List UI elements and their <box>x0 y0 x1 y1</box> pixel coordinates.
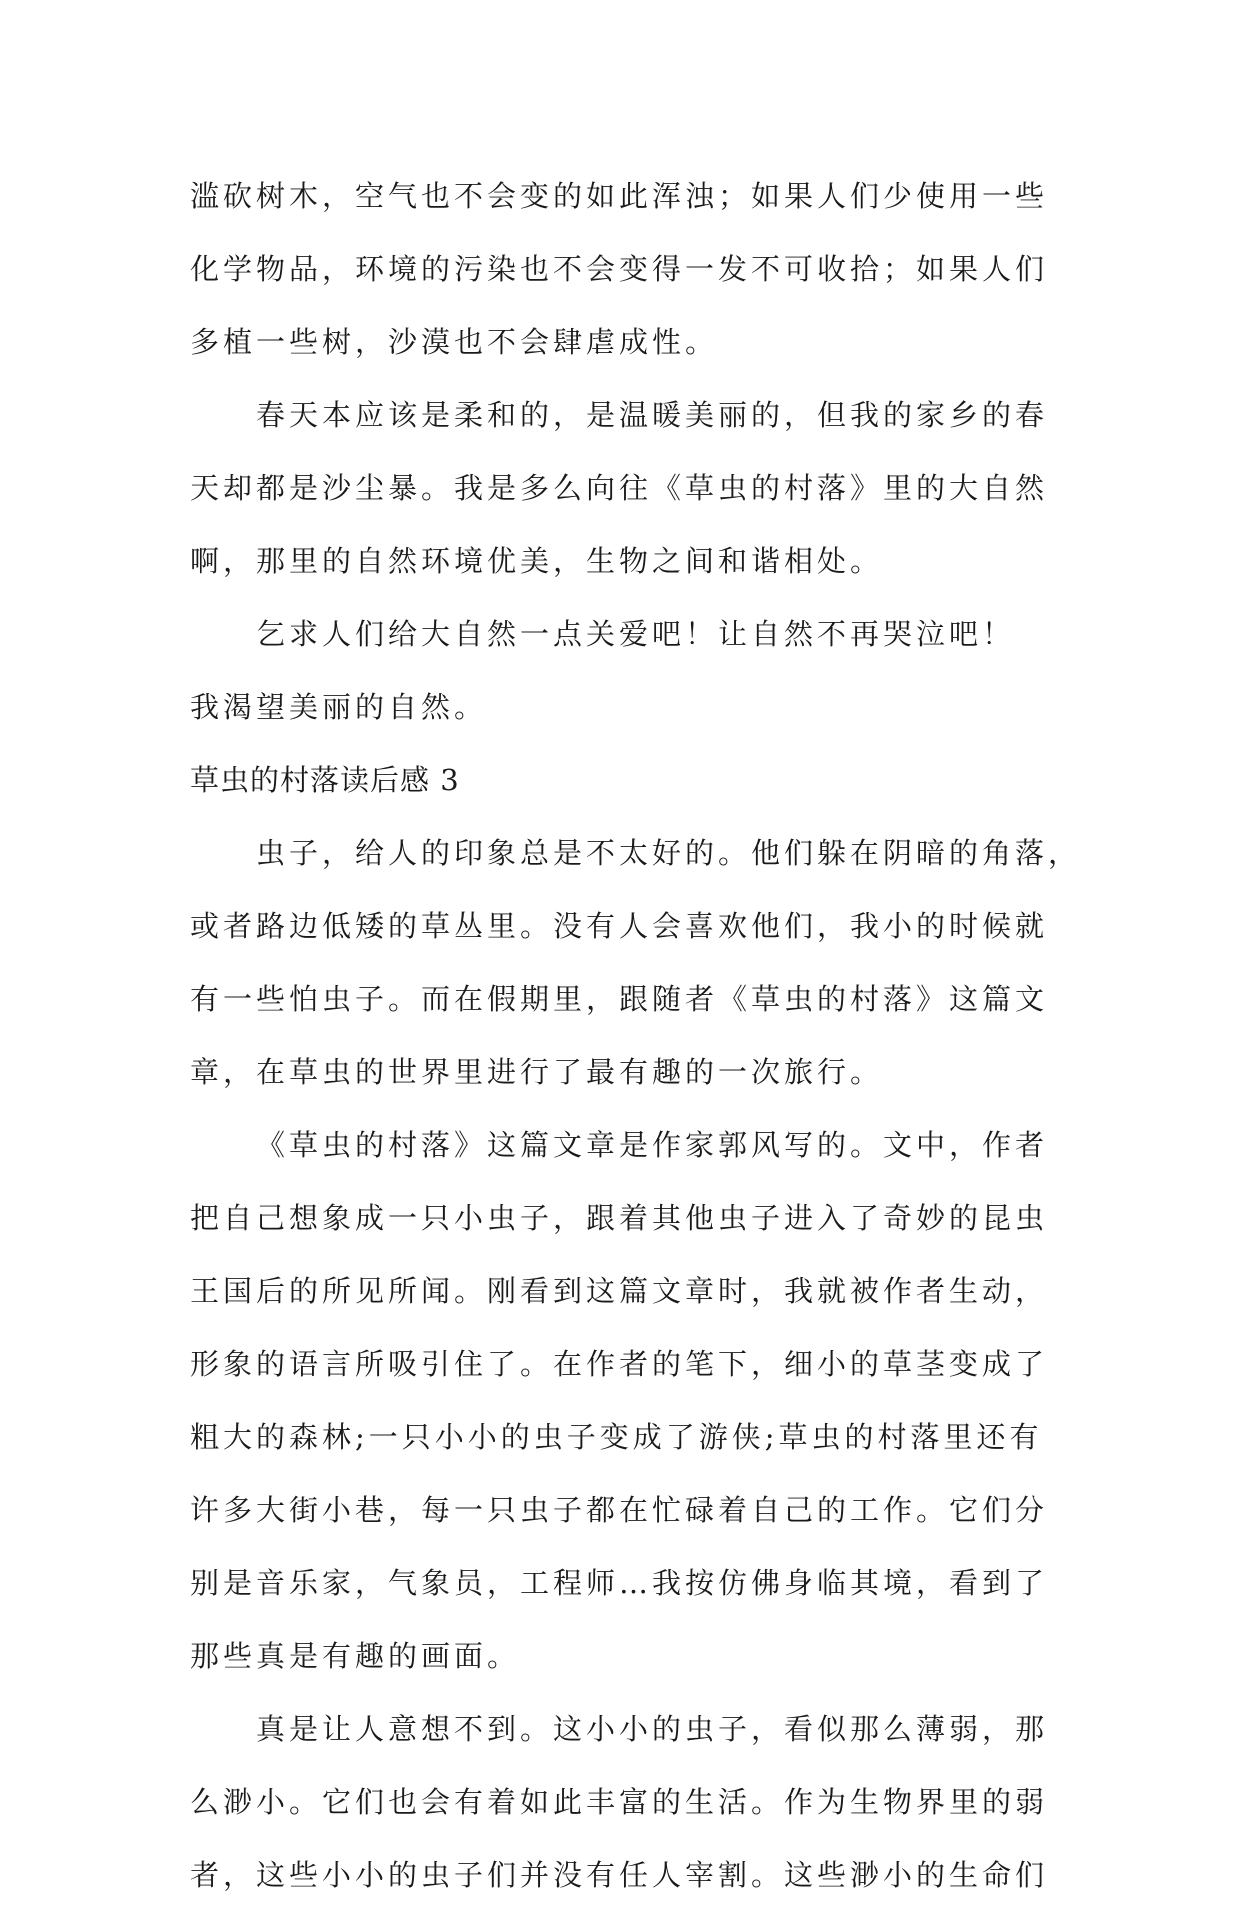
document-body <box>190 160 1082 1912</box>
text-line: 我渴望美丽的自然。 <box>190 690 488 724</box>
text-line: 天却都是沙尘暴。我是多么向往《草虫的村落》里的大自然 <box>190 471 1049 505</box>
paragraph-start-line: 虫子，给人的印象总是不太好的。他们躲在阴暗的角落， <box>256 836 1082 870</box>
paragraph-start-line: 乞求人们给大自然一点关爱吧！让自然不再哭泣吧！ <box>256 617 1016 651</box>
text-line: 许多大街小巷，每一只虫子都在忙碌着自己的工作。它们分 <box>190 1493 1049 1527</box>
text-line: 化学物品，环境的污染也不会变得一发不可收拾；如果人们 <box>190 252 1049 286</box>
text-line: 那些真是有趣的画面。 <box>190 1639 521 1673</box>
section-heading: 草虫的村落读后感 3 <box>190 763 460 797</box>
text-line: 王国后的所见所闻。刚看到这篇文章时，我就被作者生动， <box>190 1274 1049 1308</box>
text-line: 或者路边低矮的草丛里。没有人会喜欢他们，我小的时候就 <box>190 909 1049 943</box>
text-line: 啊，那里的自然环境优美，生物之间和谐相处。 <box>190 544 884 578</box>
paragraph-start-line: 真是让人意想不到。这小小的虫子，看似那么薄弱，那 <box>256 1712 1049 1746</box>
text-line: 别是音乐家，气象员，工程师…我按仿佛身临其境，看到了 <box>190 1566 1049 1600</box>
text-line: 么渺小。它们也会有着如此丰富的生活。作为生物界里的弱 <box>190 1785 1049 1819</box>
text-line: 多植一些树，沙漠也不会肆虐成性。 <box>190 325 719 359</box>
text-line: 有一些怕虫子。而在假期里，跟随者《草虫的村落》这篇文 <box>190 982 1049 1016</box>
text-line: 粗大的森林;一只小小的虫子变成了游侠;草虫的村落里还有 <box>190 1420 1043 1454</box>
text-line: 滥砍树木，空气也不会变的如此浑浊；如果人们少使用一些 <box>190 179 1049 213</box>
paragraph-start-line: 《草虫的村落》这篇文章是作家郭风写的。文中，作者 <box>256 1128 1049 1162</box>
text-line: 章，在草虫的世界里进行了最有趣的一次旅行。 <box>190 1055 884 1089</box>
text-line: 把自己想象成一只小虫子，跟着其他虫子进入了奇妙的昆虫 <box>190 1201 1049 1235</box>
text-line: 者，这些小小的虫子们并没有任人宰割。这些渺小的生命们 <box>190 1858 1049 1892</box>
paragraph-start-line: 春天本应该是柔和的，是温暖美丽的，但我的家乡的春 <box>256 398 1049 432</box>
text-line: 形象的语言所吸引住了。在作者的笔下，细小的草茎变成了 <box>190 1347 1049 1381</box>
